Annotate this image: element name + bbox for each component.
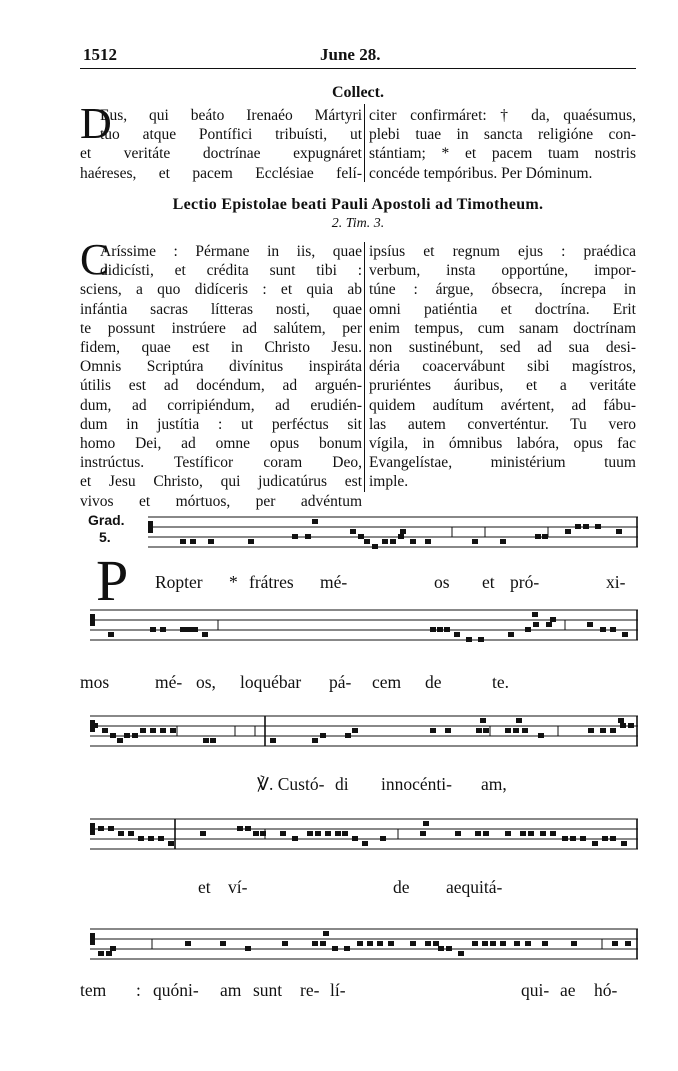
lyric: tem <box>80 980 107 1000</box>
neume <box>425 941 431 946</box>
neume <box>500 539 506 544</box>
neume <box>542 534 548 539</box>
lyric: ví- <box>228 877 248 897</box>
neume <box>410 941 416 946</box>
collect-left-column <box>80 99 362 183</box>
lection-line: omni patiéntia et doctrína. Erit <box>369 300 636 318</box>
neume <box>132 733 138 738</box>
collect-drop-cap: D <box>80 99 112 148</box>
neume <box>323 931 329 936</box>
chant-staff-4 <box>80 815 640 857</box>
neume <box>602 836 608 841</box>
neume <box>505 831 511 836</box>
neume <box>490 941 496 946</box>
neume <box>315 831 321 836</box>
neume <box>203 738 209 743</box>
neume <box>117 738 123 743</box>
lection-line: Evangelístae, ministérium tuum <box>369 454 636 472</box>
neume <box>476 728 482 733</box>
neume <box>110 733 116 738</box>
neume <box>542 941 548 946</box>
lyric: Ropter <box>155 572 203 592</box>
lection-heading: Lectio Epistolae beati Pauli Apostoli ad Timotheum. <box>172 196 544 213</box>
lyric: cem <box>372 672 402 692</box>
lection-line: déria coacervábunt sibi magístros, <box>369 358 636 376</box>
collect-heading: Collect. <box>332 84 384 101</box>
lection-line: instrúctus. Testíficor coram Deo, <box>80 454 362 472</box>
neume <box>600 728 606 733</box>
neume <box>388 941 394 946</box>
neume <box>380 836 386 841</box>
chant-staff-2 <box>80 606 640 648</box>
neume <box>108 632 114 637</box>
neume <box>335 831 341 836</box>
lection-line: verbum, insta opportúne, impor- <box>369 262 636 280</box>
neume <box>550 831 556 836</box>
neume <box>592 841 598 846</box>
collect-column-rule <box>364 104 365 182</box>
neume <box>158 836 164 841</box>
neume <box>352 836 358 841</box>
neume <box>550 617 556 622</box>
neume <box>483 831 489 836</box>
lyric: re- <box>300 980 320 1000</box>
neume <box>312 941 318 946</box>
neume <box>620 723 626 728</box>
neume <box>423 821 429 826</box>
neume <box>595 524 601 529</box>
neume <box>237 826 243 831</box>
lyric: am, <box>481 774 507 794</box>
lection-line: non sustinébunt, sed ad sua desi- <box>369 339 636 357</box>
neume <box>610 836 616 841</box>
neume <box>358 534 364 539</box>
neume <box>410 539 416 544</box>
lection-line: vígila, in ómnibus labóra, opus fac <box>369 435 636 453</box>
lyric: xi- <box>606 572 626 592</box>
neume <box>618 718 624 723</box>
collect-line: concéde tempóribus. Per Dóminum. <box>369 164 593 182</box>
lyric: et <box>482 572 495 592</box>
lyric: loquébar <box>240 672 302 692</box>
neume <box>180 627 186 632</box>
lection-line: dum in justítia : ut perféctus sit <box>80 415 362 433</box>
lection-line: Aríssime : Pérmane in iis, quae <box>100 243 362 260</box>
lection-line: ipsíus et regnum ejus : praédica <box>369 243 636 260</box>
neume <box>532 612 538 617</box>
neume <box>150 728 156 733</box>
neume <box>382 539 388 544</box>
neume <box>357 941 363 946</box>
lyric: lí- <box>330 980 346 1000</box>
neume <box>352 728 358 733</box>
neume <box>160 728 166 733</box>
lyric: os, <box>196 672 216 692</box>
neume <box>150 627 156 632</box>
neume <box>562 836 568 841</box>
neume <box>533 622 539 627</box>
neume <box>466 637 472 642</box>
collect-line: Eus, qui beáto Irenaéo Mártyri <box>100 107 362 124</box>
neume <box>616 529 622 534</box>
collect-line: tuo atque Pontífici tribuísti, ut <box>100 126 362 144</box>
neume <box>98 951 104 956</box>
neume <box>514 941 520 946</box>
clef <box>148 521 153 533</box>
neume <box>535 534 541 539</box>
neume <box>433 941 439 946</box>
lection-line: sciens, a quo didíceris : et quia ab <box>80 281 362 299</box>
neume <box>332 946 338 951</box>
neume <box>138 836 144 841</box>
lection-line: útilis est ad docéndum, ad arguén- <box>80 377 362 395</box>
neume <box>588 728 594 733</box>
lection-line: fidem, quae est in Christo Jesu. <box>80 339 362 357</box>
neume <box>190 539 196 544</box>
lyric: te. <box>492 672 510 692</box>
collect-right-column <box>369 106 636 183</box>
lyric: aequitá- <box>446 877 503 897</box>
neume <box>575 524 581 529</box>
lyric: hó- <box>594 980 618 1000</box>
neume <box>454 632 460 637</box>
neume <box>245 946 251 951</box>
neume <box>168 841 174 846</box>
neume <box>307 831 313 836</box>
neume <box>186 627 192 632</box>
neume <box>106 951 112 956</box>
neume <box>525 627 531 632</box>
lyric: sunt <box>253 980 283 1000</box>
neume <box>292 534 298 539</box>
neume <box>92 723 98 728</box>
lyric: et <box>198 877 211 897</box>
neume <box>108 826 114 831</box>
neume <box>570 836 576 841</box>
lyric: mé- <box>155 672 183 692</box>
neume <box>170 728 176 733</box>
lyric: : <box>136 980 141 1000</box>
neume <box>420 831 426 836</box>
neume <box>98 826 104 831</box>
neume <box>345 733 351 738</box>
lyric: innocénti- <box>381 774 452 794</box>
lyric: mos <box>80 672 110 692</box>
collect-line: haéreses, et pacem Ecclésiae felí- <box>80 164 362 182</box>
lyric: frátres <box>249 572 294 592</box>
neume <box>571 941 577 946</box>
lyric: am <box>220 980 242 1000</box>
neume <box>478 637 484 642</box>
collect-line: et veritáte doctrínae expugnáret <box>80 145 362 163</box>
lection-line: te possunt instrúere ad salútem, per <box>80 319 362 337</box>
neume <box>446 946 452 951</box>
neume <box>612 941 618 946</box>
neume <box>124 733 130 738</box>
chant-staff-5 <box>80 925 640 967</box>
neume <box>528 831 534 836</box>
neume <box>200 831 206 836</box>
lection-line: Omnis Scriptúra divínitus inspiráta <box>80 358 362 376</box>
neume <box>438 946 444 951</box>
neume <box>538 733 544 738</box>
lyric: pró- <box>510 572 540 592</box>
neume <box>472 941 478 946</box>
neume <box>437 627 443 632</box>
neume <box>185 941 191 946</box>
header-rule <box>80 68 636 69</box>
gradual-mode: 5. <box>99 529 111 545</box>
neume <box>160 627 166 632</box>
neume <box>475 831 481 836</box>
neume <box>513 728 519 733</box>
neume <box>625 941 631 946</box>
neume <box>248 539 254 544</box>
lection-line: vivos et mórtuos, per advéntum <box>80 492 362 510</box>
neume <box>202 632 208 637</box>
neume <box>583 524 589 529</box>
clef <box>90 823 95 835</box>
lection-line: dum, ad corripiéndum, ad erudién- <box>80 396 362 414</box>
neume <box>445 728 451 733</box>
lyric: ae <box>560 980 576 1000</box>
neume <box>516 718 522 723</box>
lyric: * <box>229 572 238 592</box>
lection-line: enim tempus, cum sanam doctrínam <box>369 319 636 337</box>
lyric: qui- <box>521 980 550 1000</box>
neume <box>455 831 461 836</box>
lyric: di <box>335 774 349 794</box>
lyric: quóni- <box>153 980 199 1000</box>
lyric: os <box>434 572 450 592</box>
neume <box>367 941 373 946</box>
neume <box>522 728 528 733</box>
running-head: June 28. <box>320 45 381 64</box>
lection-line: et Jesu Christo, qui judicatúrus est <box>80 473 362 491</box>
collect-line: stántiam; * et pacem tuam nostris <box>369 145 636 163</box>
chant-staff-3 <box>80 712 640 754</box>
neume <box>540 831 546 836</box>
neume <box>458 951 464 956</box>
lection-drop-cap: C <box>80 235 110 284</box>
lection-line: infántia sacras lítteras nosti, quae <box>80 300 362 318</box>
neume <box>508 632 514 637</box>
neume <box>253 831 259 836</box>
lection-line: didicísti, et crédita sunt tibi : <box>100 262 362 280</box>
neume <box>260 831 266 836</box>
lection-left-column <box>80 235 362 511</box>
neume <box>390 539 396 544</box>
neume <box>245 826 251 831</box>
neume <box>270 738 276 743</box>
neume <box>621 841 627 846</box>
neume <box>372 544 378 549</box>
neume <box>505 728 511 733</box>
neume <box>118 831 124 836</box>
neume <box>320 941 326 946</box>
neume <box>350 529 356 534</box>
neume <box>565 529 571 534</box>
neume <box>312 519 318 524</box>
neume <box>628 723 634 728</box>
neume <box>102 728 108 733</box>
neume <box>610 627 616 632</box>
neume <box>525 941 531 946</box>
neume <box>180 539 186 544</box>
neume <box>472 539 478 544</box>
clef <box>90 614 95 626</box>
neume <box>444 627 450 632</box>
neume <box>430 728 436 733</box>
neume <box>210 738 216 743</box>
neume <box>610 728 616 733</box>
neume <box>220 941 226 946</box>
neume <box>128 831 134 836</box>
gradual-label: Grad. <box>88 512 125 528</box>
lection-line: las autem converténtur. Tu vero <box>369 415 636 433</box>
neume <box>377 941 383 946</box>
clef <box>90 933 95 945</box>
neume <box>425 539 431 544</box>
neume <box>480 718 486 723</box>
neume <box>110 946 116 951</box>
neume <box>398 534 404 539</box>
neume <box>280 831 286 836</box>
lection-column-rule <box>364 242 365 492</box>
neume <box>400 529 406 534</box>
lyric: ℣. Custó- <box>257 774 325 794</box>
neume <box>430 627 436 632</box>
lection-line: quidem audítum avértent, ad fábu- <box>369 396 636 414</box>
lyric: pá- <box>329 672 352 692</box>
lection-line: homo Dei, ad omne opus bonum <box>80 435 362 453</box>
chant-staff-1 <box>80 513 640 555</box>
neume <box>148 836 154 841</box>
lection-line: túne : árgue, óbsecra, íncrepa in <box>369 281 636 299</box>
gradual-initial: P <box>96 548 129 613</box>
collect-line: citer confirmáret: † da, quaésumus, <box>369 107 636 124</box>
neume <box>482 941 488 946</box>
lyric: de <box>425 672 442 692</box>
neume <box>312 738 318 743</box>
neume <box>546 622 552 627</box>
neume <box>520 831 526 836</box>
neume <box>500 941 506 946</box>
collect-line: plebi tuae in sancta religióne con- <box>369 126 636 144</box>
scripture-reference: 2. Tim. 3. <box>331 216 385 231</box>
neume <box>140 728 146 733</box>
neume <box>305 534 311 539</box>
neume <box>362 841 368 846</box>
lection-line: imple. <box>369 473 409 491</box>
lyric: de <box>393 877 410 897</box>
neume <box>344 946 350 951</box>
neume <box>483 728 489 733</box>
neume <box>600 627 606 632</box>
neume <box>192 627 198 632</box>
neume <box>320 733 326 738</box>
neume <box>325 831 331 836</box>
neume <box>364 539 370 544</box>
neume <box>282 941 288 946</box>
neume <box>208 539 214 544</box>
neume <box>587 622 593 627</box>
lection-right-column <box>369 242 636 492</box>
neume <box>342 831 348 836</box>
neume <box>580 836 586 841</box>
neume <box>622 632 628 637</box>
lyric: mé- <box>320 572 348 592</box>
lection-line: pruriéntes áuribus, et a veritáte <box>369 377 636 395</box>
page-number: 1512 <box>83 45 117 64</box>
neume <box>292 836 298 841</box>
